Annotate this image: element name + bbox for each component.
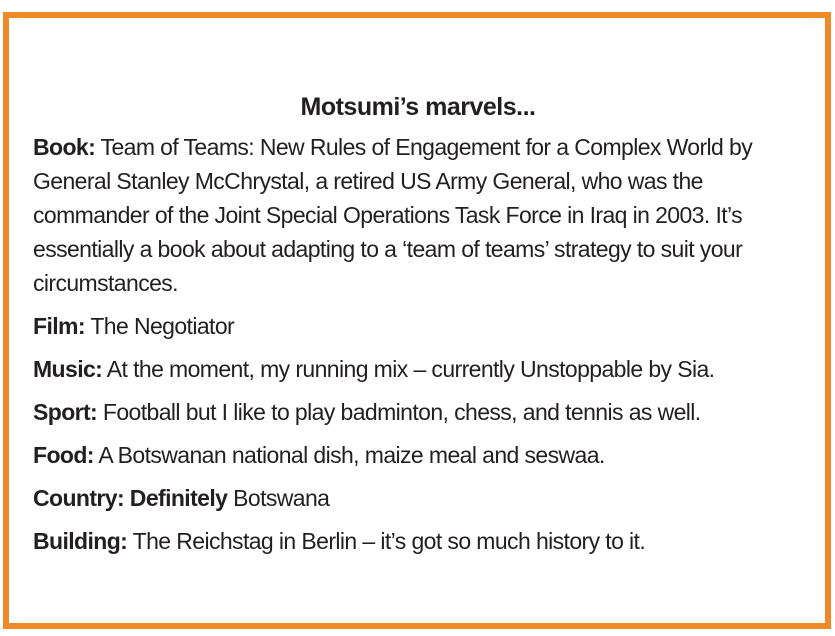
entry-text: The Reichstag in Berlin – it’s got so much history to it. xyxy=(127,528,646,554)
marvels-content xyxy=(33,90,803,567)
entry-label: Sport: xyxy=(33,399,98,425)
entry-sport xyxy=(33,395,803,429)
box-title: Motsumi’s marvels... xyxy=(300,93,536,121)
entry-music xyxy=(33,352,803,386)
entry-food xyxy=(33,438,803,472)
entry-book xyxy=(33,130,803,300)
entry-text: At the moment, my running mix – currently Unstoppable by Sia. xyxy=(102,356,715,382)
entry-label: Food: xyxy=(33,442,94,468)
entry-label: Music: xyxy=(33,356,103,382)
entry-label: Film: xyxy=(33,313,85,339)
entry-film xyxy=(33,309,803,343)
entry-text: A Botswanan national dish, maize meal and seswaa. xyxy=(93,442,605,468)
marvels-box xyxy=(3,12,831,629)
entry-label: Building: xyxy=(33,528,128,554)
entry-text: Football but I like to play badminton, chess, and tennis as well. xyxy=(97,399,701,425)
entry-label: Book: xyxy=(33,134,96,160)
entry-country xyxy=(33,481,803,515)
entry-text: Botswana xyxy=(227,485,330,511)
entry-text: The Negotiator xyxy=(84,313,235,339)
entry-label: Country: Definitely xyxy=(33,485,228,511)
entry-building xyxy=(33,524,803,558)
entry-text: Team of Teams: New Rules of Engagement for a Complex World by General Stanley McChrystal, a retired US Army General, who was the commander of the Joint Special Operations Task Force in Iraq in 2003. It’s essentially a book about adapting to a ‘team of teams’ strategy to suit your circumstances. xyxy=(33,134,753,296)
